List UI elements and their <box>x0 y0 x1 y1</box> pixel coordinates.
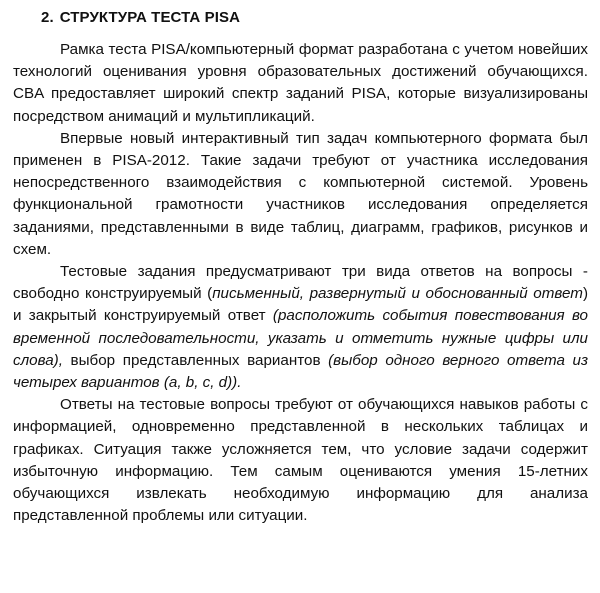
paragraph-1: Рамка теста PISA/компьютерный формат разработана с учетом новейших технологий оценивания уровня образовательных достижений обучающихся. CBA предоставляет широкий спектр заданий PISA, которые визуализированы посредством анимаций и мультипликаций. <box>13 41 588 125</box>
paragraph-3-italic-3: (выбор одного верного ответа из четырех вариантов (a, b, c, d)). <box>13 351 588 392</box>
paragraph-4: Ответы на тестовые вопросы требуют от обучающихся навыков работы с информацией, одновременно представленной в нескольких таблицах и графиках. Ситуация также усложняется тем, что условие задачи содержит избыточную информацию. Тем самым оцениваются умения 15-летних обучающихся извлекать необходимую информацию для анализа представленной проблемы или ситуации. <box>13 396 588 525</box>
paragraph-3-italic-2: (расположить события повествования во временной последовательности, указать и отметить нужные цифры или слова), <box>13 307 588 369</box>
section-number: 2. <box>41 9 54 26</box>
paragraph-3-text-1: Тестовые задания предусматривают три вида ответов на вопросы - свободно конструируемый ( <box>13 263 588 303</box>
paragraph-3-italic-1: письменный, развернутый и обоснованный ответ <box>212 285 583 303</box>
paragraph-2: Впервые новый интерактивный тип задач компьютерного формата был применен в PISA-2012. Такие задачи требуют от участника исследования непосредственного взаимодействия с компьютерной системой. Уровень функциональной грамотности участников исследования определяется заданиями, представленными в виде таблиц, диаграмм, графиков, рисунков и схем. <box>13 129 588 258</box>
paragraph-3-text-3: выбор представленных вариантов <box>62 351 329 369</box>
section-title: СТРУКТУРА ТЕСТА PISA <box>59 9 241 26</box>
section-heading <box>41 8 588 28</box>
paragraph-3 <box>13 261 588 394</box>
paragraph-3-text-2: ) и закрытый конструируемый ответ <box>13 285 588 325</box>
